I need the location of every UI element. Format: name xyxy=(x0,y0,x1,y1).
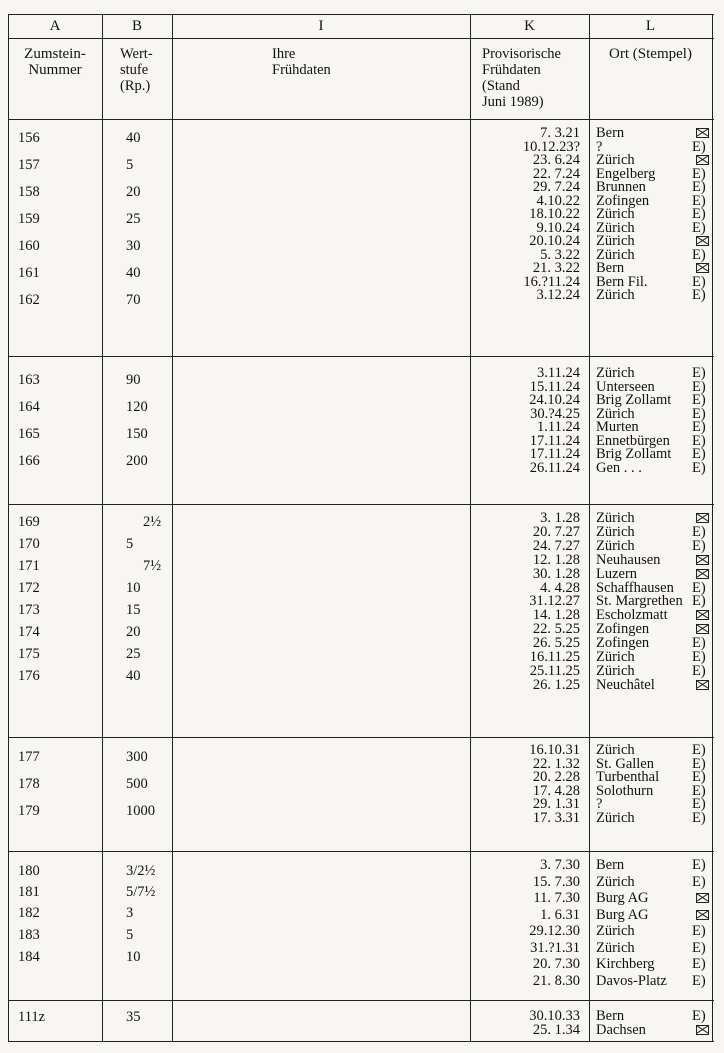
postmark-place: Neuchâtel xyxy=(596,676,655,693)
e-marker: E) xyxy=(692,446,706,462)
postmark-place: St. Gallen xyxy=(596,755,654,772)
table-border-left xyxy=(8,14,9,1041)
value-rp: 300 xyxy=(126,749,148,765)
envelope-icon xyxy=(696,680,709,690)
value-rp: 25 xyxy=(126,211,141,227)
e-marker: E) xyxy=(692,179,706,195)
postmark-place: Schaffhausen xyxy=(596,579,674,596)
e-marker: E) xyxy=(692,392,706,408)
provisional-date: 26. 1.25 xyxy=(532,676,580,693)
e-marker: E) xyxy=(692,796,706,813)
value-rp: 120 xyxy=(126,399,148,415)
provisional-date: 12. 1.28 xyxy=(532,551,580,568)
value-rp: 5 xyxy=(126,536,134,552)
value-rp: 10 xyxy=(126,949,141,965)
e-marker: E) xyxy=(692,523,706,540)
provisional-date: 20. 7.30 xyxy=(532,956,580,972)
group-divider xyxy=(8,1000,714,1001)
provisional-date: 31.?1.31 xyxy=(530,939,580,956)
provisional-date: 22. 7.24 xyxy=(532,165,580,182)
e-marker: E) xyxy=(692,755,706,772)
zumstein-number: 182 xyxy=(18,905,40,921)
provisional-date: 20.10.24 xyxy=(529,233,580,249)
e-marker: E) xyxy=(692,782,706,799)
header-col-b-line3: (Rp.) xyxy=(120,78,151,94)
provisional-date: 16.11.25 xyxy=(529,649,580,665)
header-col-a-line2: Nummer xyxy=(28,62,82,78)
e-marker: E) xyxy=(692,972,706,989)
envelope-icon xyxy=(696,910,709,920)
postmark-place: Zürich xyxy=(596,742,635,758)
column-divider xyxy=(102,14,103,1041)
provisional-date: 5. 3.22 xyxy=(540,246,580,263)
column-letter-i: I xyxy=(318,18,324,34)
e-marker: E) xyxy=(692,635,706,652)
postmark-place: Bern xyxy=(596,1008,625,1024)
header-col-b-line1: Wert- xyxy=(120,46,153,62)
provisional-date: 15. 7.30 xyxy=(532,873,580,890)
header-col-k-line3: (Stand xyxy=(482,78,520,94)
e-marker: E) xyxy=(692,956,706,972)
postmark-place: ? xyxy=(596,138,603,155)
column-letter-b: B xyxy=(131,18,142,34)
value-rp: 25 xyxy=(126,646,141,662)
postmark-place: Luzern xyxy=(596,565,638,582)
zumstein-number: 180 xyxy=(18,863,40,879)
value-rp: 5/7½ xyxy=(126,884,156,900)
postmark-place: Zürich xyxy=(596,523,635,540)
group-divider xyxy=(8,851,714,852)
postmark-place: Solothurn xyxy=(596,782,654,799)
zumstein-number: 175 xyxy=(18,646,40,662)
postmark-place: Zürich xyxy=(596,923,635,939)
e-marker: E) xyxy=(692,405,706,422)
e-marker: E) xyxy=(692,593,706,610)
provisional-date: 22. 5.25 xyxy=(532,621,580,638)
e-marker: E) xyxy=(692,939,706,956)
value-rp: 7½ xyxy=(143,558,162,574)
postmark-place: Zürich xyxy=(596,810,635,826)
value-rp: 2½ xyxy=(143,514,162,530)
e-marker: E) xyxy=(692,365,706,381)
e-marker: E) xyxy=(692,246,706,263)
column-letter-a: A xyxy=(49,18,61,34)
value-rp: 5 xyxy=(126,927,134,943)
zumstein-number: 164 xyxy=(18,399,40,415)
envelope-icon xyxy=(696,893,709,903)
provisional-date: 30. 1.28 xyxy=(532,565,580,582)
value-rp: 15 xyxy=(126,602,141,618)
envelope-icon xyxy=(696,155,709,165)
e-marker: E) xyxy=(692,287,706,303)
header-col-l: Ort (Stempel) xyxy=(609,46,692,62)
provisional-date: 1. 6.31 xyxy=(540,906,580,923)
postmark-place: Zofingen xyxy=(596,621,650,638)
e-marker: E) xyxy=(692,138,706,155)
e-marker: E) xyxy=(692,769,706,786)
postmark-place: St. Margrethen xyxy=(596,593,683,610)
header-col-k-line1: Provisorische xyxy=(482,46,561,62)
e-marker: E) xyxy=(692,459,706,476)
e-marker: E) xyxy=(692,579,706,596)
zumstein-number: 177 xyxy=(18,749,40,765)
postmark-place: Dachsen xyxy=(596,1021,646,1038)
zumstein-number: 171 xyxy=(18,558,40,574)
provisional-date: 3.12.24 xyxy=(536,287,580,303)
zumstein-number: 174 xyxy=(18,624,40,640)
provisional-date: 26.11.24 xyxy=(529,459,580,476)
provisional-date: 17.11.24 xyxy=(529,432,580,449)
header-bottom-rule xyxy=(8,119,714,120)
envelope-icon xyxy=(696,555,709,565)
postmark-place: Ennetbürgen xyxy=(596,432,670,449)
e-marker: E) xyxy=(692,742,706,758)
envelope-icon xyxy=(696,610,709,620)
group-divider xyxy=(8,504,714,505)
zumstein-number: 156 xyxy=(18,130,40,146)
postmark-place: Zofingen xyxy=(596,635,650,652)
value-rp: 70 xyxy=(126,292,141,308)
zumstein-number: 159 xyxy=(18,211,40,227)
value-rp: 10 xyxy=(126,580,141,596)
provisional-date: 24.10.24 xyxy=(529,392,580,408)
zumstein-number: 165 xyxy=(18,426,40,442)
provisional-date: 22. 1.32 xyxy=(532,755,580,772)
provisional-date: 3.11.24 xyxy=(537,365,580,381)
postmark-place: Zürich xyxy=(596,219,635,236)
zumstein-number: 162 xyxy=(18,292,40,308)
provisional-date: 30.10.33 xyxy=(529,1008,580,1024)
value-rp: 150 xyxy=(126,426,148,442)
header-col-k-line4: Juni 1989) xyxy=(482,94,544,110)
provisional-date: 25. 1.34 xyxy=(532,1021,580,1038)
postmark-place: Bern xyxy=(596,125,625,141)
provisional-date: 26. 5.25 xyxy=(532,635,580,652)
provisional-date: 1.11.24 xyxy=(537,419,580,435)
table-border-top xyxy=(8,14,714,15)
e-marker: E) xyxy=(692,378,706,395)
stamp-date-table xyxy=(8,14,714,1046)
postmark-place: Zürich xyxy=(596,206,635,222)
provisional-date: 14. 1.28 xyxy=(532,607,580,624)
provisional-date: 24. 7.27 xyxy=(532,537,580,554)
zumstein-number: 160 xyxy=(18,238,40,254)
e-marker: E) xyxy=(692,419,706,435)
provisional-date: 23. 6.24 xyxy=(532,152,580,168)
value-rp: 5 xyxy=(126,157,134,173)
value-rp: 90 xyxy=(126,372,141,388)
provisional-date: 4.10.22 xyxy=(536,192,580,209)
value-rp: 20 xyxy=(126,184,141,200)
provisional-date: 25.11.25 xyxy=(529,662,580,679)
provisional-date: 21. 8.30 xyxy=(532,972,580,989)
provisional-date: 29. 7.24 xyxy=(532,179,580,195)
postmark-place: Bern xyxy=(596,857,625,873)
value-rp: 40 xyxy=(126,668,141,684)
e-marker: E) xyxy=(692,432,706,449)
postmark-place: Engelberg xyxy=(596,165,656,182)
provisional-date: 16.?11.24 xyxy=(523,273,580,290)
provisional-date: 7. 3.21 xyxy=(540,125,580,141)
postmark-place: ? xyxy=(596,796,603,813)
postmark-place: Turbenthal xyxy=(596,769,660,786)
postmark-place: Burg AG xyxy=(596,890,649,906)
column-divider xyxy=(589,14,590,1041)
postmark-place: Zofingen xyxy=(596,192,650,209)
postmark-place: Zürich xyxy=(596,873,635,890)
column-letter-l: L xyxy=(645,18,656,34)
envelope-icon xyxy=(696,128,709,138)
value-rp: 1000 xyxy=(126,803,155,819)
postmark-place: Zürich xyxy=(596,152,635,168)
envelope-icon xyxy=(696,513,709,523)
zumstein-number: 169 xyxy=(18,514,40,530)
postmark-place: Gen . . . xyxy=(596,459,642,476)
provisional-date: 17. 3.31 xyxy=(532,810,580,826)
postmark-place: Bern xyxy=(596,260,625,276)
zumstein-number: 178 xyxy=(18,776,40,792)
zumstein-number: 176 xyxy=(18,668,40,684)
value-rp: 200 xyxy=(126,453,148,469)
zumstein-number: 111z xyxy=(18,1009,46,1025)
group-divider xyxy=(8,737,714,738)
table-border-bottom xyxy=(8,1041,714,1042)
postmark-place: Zürich xyxy=(596,537,635,554)
zumstein-number: 161 xyxy=(18,265,40,281)
zumstein-number: 158 xyxy=(18,184,40,200)
postmark-place: Kirchberg xyxy=(596,956,655,972)
postmark-place: Zürich xyxy=(596,246,635,263)
zumstein-number: 173 xyxy=(18,602,40,618)
provisional-date: 31.12.27 xyxy=(529,593,580,610)
provisional-date: 29.12.30 xyxy=(529,923,580,939)
postmark-place: Bern Fil. xyxy=(596,273,648,290)
e-marker: E) xyxy=(692,857,706,873)
column-letter-k: K xyxy=(524,18,535,34)
envelope-icon xyxy=(696,624,709,634)
e-marker: E) xyxy=(692,649,706,665)
zumstein-number: 157 xyxy=(18,157,40,173)
postmark-place: Zürich xyxy=(596,365,635,381)
value-rp: 20 xyxy=(126,624,141,640)
postmark-place: Brunnen xyxy=(596,179,646,195)
postmark-place: Zürich xyxy=(596,233,635,249)
e-marker: E) xyxy=(692,1008,706,1024)
value-rp: 30 xyxy=(126,238,141,254)
zumstein-number: 170 xyxy=(18,536,40,552)
postmark-place: Zürich xyxy=(596,662,635,679)
envelope-icon xyxy=(696,263,709,273)
zumstein-number: 183 xyxy=(18,927,40,943)
value-rp: 3/2½ xyxy=(126,863,156,879)
provisional-date: 21. 3.22 xyxy=(532,260,580,276)
provisional-date: 10.12.23? xyxy=(522,138,580,155)
value-rp: 3 xyxy=(126,905,134,921)
header-col-i-line1: Ihre xyxy=(272,46,296,62)
zumstein-number: 172 xyxy=(18,580,40,596)
provisional-date: 15.11.24 xyxy=(529,378,580,395)
provisional-date: 17. 4.28 xyxy=(532,782,580,799)
postmark-place: Zürich xyxy=(596,649,635,665)
provisional-date: 4. 4.28 xyxy=(540,579,580,596)
postmark-place: Burg AG xyxy=(596,906,649,923)
value-rp: 40 xyxy=(126,130,141,146)
value-rp: 35 xyxy=(126,1009,141,1025)
provisional-date: 17.11.24 xyxy=(529,446,580,462)
provisional-date: 29. 1.31 xyxy=(532,796,580,813)
e-marker: E) xyxy=(692,165,706,182)
provisional-date: 11. 7.30 xyxy=(533,890,580,906)
e-marker: E) xyxy=(692,192,706,209)
postmark-place: Zürich xyxy=(596,939,635,956)
envelope-icon xyxy=(696,569,709,579)
e-marker: E) xyxy=(692,219,706,236)
header-col-k-line2: Frühdaten xyxy=(482,62,541,78)
postmark-place: Zürich xyxy=(596,287,635,303)
provisional-date: 30.?4.25 xyxy=(530,405,580,422)
postmark-place: Zürich xyxy=(596,510,635,526)
value-rp: 40 xyxy=(126,265,141,281)
envelope-icon xyxy=(696,1025,709,1035)
header-col-a-line1: Zumstein- xyxy=(24,46,86,62)
provisional-date: 16.10.31 xyxy=(529,742,580,758)
column-divider xyxy=(172,14,173,1041)
provisional-date: 18.10.22 xyxy=(529,206,580,222)
postmark-place: Davos-Platz xyxy=(596,972,667,989)
postmark-place: Escholzmatt xyxy=(596,607,668,624)
provisional-date: 3. 7.30 xyxy=(540,857,580,873)
postmark-place: Brig Zollamt xyxy=(596,392,672,408)
e-marker: E) xyxy=(692,537,706,554)
provisional-date: 20. 2.28 xyxy=(532,769,580,786)
e-marker: E) xyxy=(692,273,706,290)
e-marker: E) xyxy=(692,662,706,679)
postmark-place: Neuhausen xyxy=(596,551,661,568)
header-col-i-line2: Frühdaten xyxy=(272,62,331,78)
table-border-right xyxy=(712,14,713,1041)
postmark-place: Unterseen xyxy=(596,378,655,395)
zumstein-number: 181 xyxy=(18,884,40,900)
group-divider xyxy=(8,356,714,357)
e-marker: E) xyxy=(692,810,706,826)
provisional-date: 9.10.24 xyxy=(536,219,580,236)
postmark-place: Zürich xyxy=(596,405,635,422)
zumstein-number: 184 xyxy=(18,949,40,965)
e-marker: E) xyxy=(692,206,706,222)
e-marker: E) xyxy=(692,873,706,890)
provisional-date: 3. 1.28 xyxy=(540,510,580,526)
provisional-date: 20. 7.27 xyxy=(532,523,580,540)
e-marker: E) xyxy=(692,923,706,939)
header-divider xyxy=(8,38,714,39)
envelope-icon xyxy=(696,236,709,246)
value-rp: 500 xyxy=(126,776,148,792)
postmark-place: Murten xyxy=(596,419,639,435)
zumstein-number: 179 xyxy=(18,803,40,819)
header-col-b-line2: stufe xyxy=(120,62,149,78)
zumstein-number: 166 xyxy=(18,453,40,469)
postmark-place: Brig Zollamt xyxy=(596,446,672,462)
zumstein-number: 163 xyxy=(18,372,40,388)
